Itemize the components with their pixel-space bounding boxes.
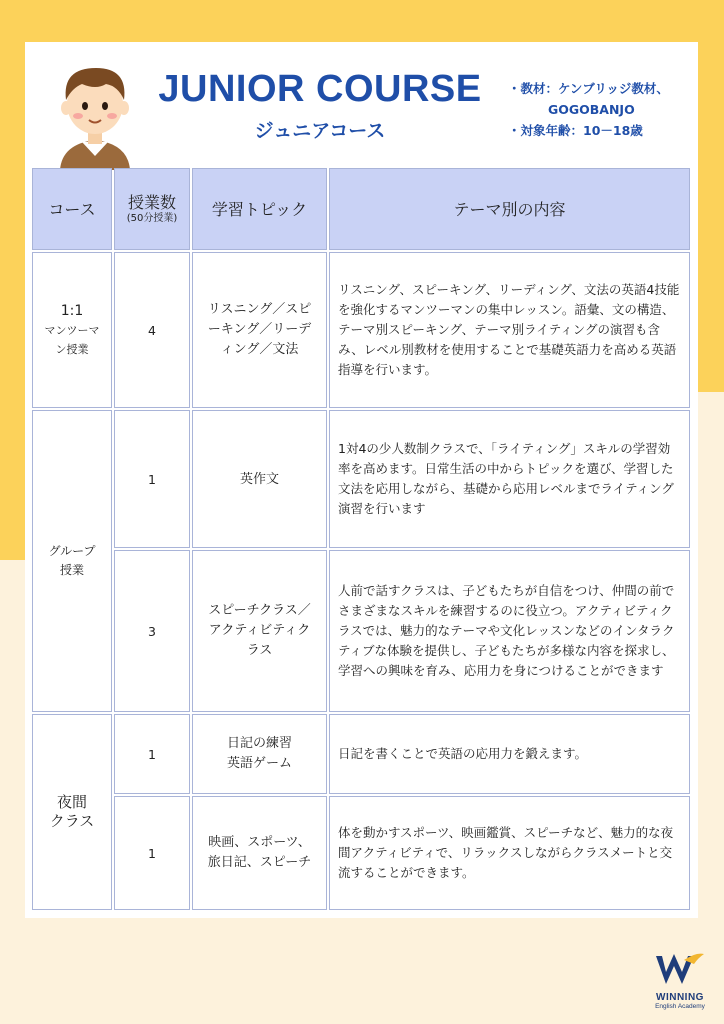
row1-course: 1:1 マンツーマ ン授業 bbox=[32, 252, 112, 408]
row2-course: グループ 授業 bbox=[32, 410, 112, 712]
page-subtitle: ジュニアコース bbox=[254, 120, 386, 142]
logo-subtitle: English Academy bbox=[655, 1003, 705, 1010]
header-lessons: 授業数 (50分授業) bbox=[114, 168, 190, 250]
row5-content: 体を動かすスポーツ、映画鑑賞、スピーチなど、魅力的な夜間アクティビティで、リラックスしながらクラスメートと交流することができます。 bbox=[329, 796, 690, 910]
boy-avatar-icon bbox=[52, 56, 138, 170]
row4-topic: 日記の練習 英語ゲーム bbox=[192, 714, 327, 794]
header-course: コース bbox=[32, 168, 112, 250]
page-title: JUNIOR COURSE bbox=[158, 68, 482, 110]
winning-logo bbox=[640, 950, 720, 1020]
header-content: テーマ別の内容 bbox=[329, 168, 690, 250]
row1-content: リスニング、スピーキング、リーディング、文法の英語4技能を強化するマンツーマンの集中レッスン。語彙、文の構造、テーマ別スピーキング、テーマ別ライティングの演習も含み、レベル別教材を使用することで基礎英語力を高める英語指導を行います。 bbox=[329, 252, 690, 408]
course-info bbox=[508, 78, 718, 141]
row3-content: 人前で話すクラスは、子どもたちが自信をつけ、仲間の前でさまざまなスキルを練習するのに役立つ。アクティビティクラスでは、魅力的なテーマや文化レッスンなどのインタラクティブな体験を提供し、子どもたちが多様な内容を探求し、学習への興味を育み、応用力を身につけることができます bbox=[329, 550, 690, 712]
row3-topic: スピーチクラス／ アクティビティク ラス bbox=[192, 550, 327, 712]
row4-content: 日記を書くことで英語の応用力を鍛えます。 bbox=[329, 714, 690, 794]
row2-topic: 英作文 bbox=[192, 410, 327, 548]
row5-topic: 映画、スポーツ、 旅日記、スピーチ bbox=[192, 796, 327, 910]
row2-lessons: 1 bbox=[114, 410, 190, 548]
row3-lessons: 3 bbox=[114, 550, 190, 712]
row1-topic: リスニング／スピ ーキング／リーデ ィング／文法 bbox=[192, 252, 327, 408]
info-materials-cont: GOGOBANJO bbox=[548, 102, 635, 117]
winning-w-icon bbox=[654, 950, 706, 988]
info-materials: ・教材：ケンブリッジ教材、 bbox=[508, 81, 669, 96]
row4-course: 夜間 クラス bbox=[32, 714, 112, 910]
row2-content: 1対4の少人数制クラスで、「ライティング」スキルの学習効率を高めます。日常生活の中からトピックを選び、学習した文法を応用しながら、基礎から応用レベルまでライティング演習を行います bbox=[329, 410, 690, 548]
row1-lessons: 4 bbox=[114, 252, 190, 408]
row5-lessons: 1 bbox=[114, 796, 190, 910]
logo-name: WINNING bbox=[656, 992, 704, 1003]
info-age: ・対象年齢：10－18歳 bbox=[508, 123, 643, 138]
header-topic: 学習トピック bbox=[192, 168, 327, 250]
row4-lessons: 1 bbox=[114, 714, 190, 794]
